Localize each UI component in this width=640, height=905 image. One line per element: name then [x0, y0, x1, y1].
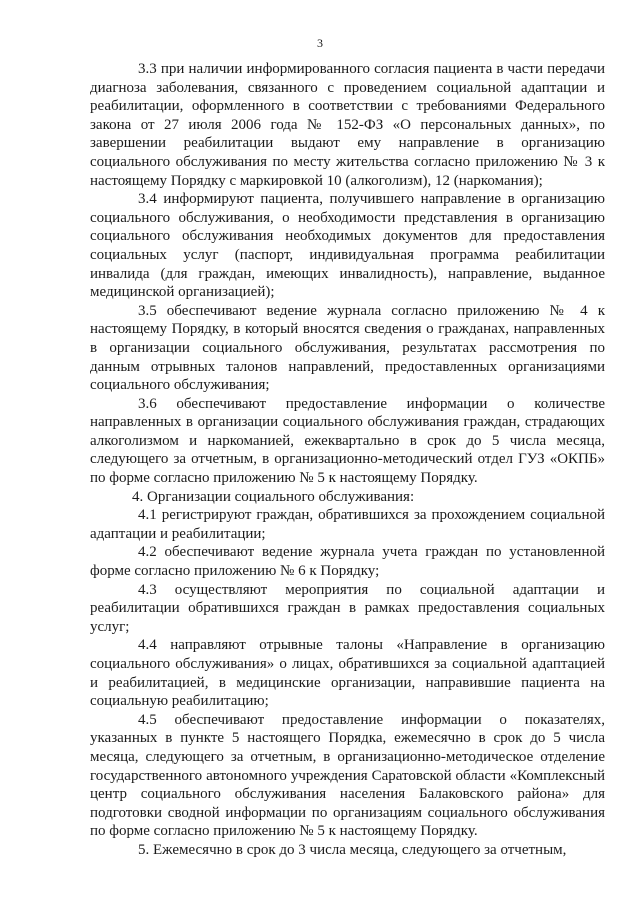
- paragraph-4-2: 4.2 обеспечивают ведение журнала учета граждан по установленной форме согласно приложению № 6 к Порядку;: [90, 544, 605, 580]
- paragraph-5: 5. Ежемесячно в срок до 3 числа месяца, следующего за отчетным,: [138, 841, 567, 858]
- paragraph-4-5: 4.5 обеспечивают предоставление информации о показателях, указанных в пункте 5 настоящего Порядка, ежемесячно в срок до 5 числа месяца, следующего за отчетным, в организационно-методическое отделение государственного автономного учреждения Саратовской области «Комплексный центр социального обслуживания населения Балаковского района» для подготовки сводной информации по организациям социального обслуживания по форме согласно приложению № 5 к настоящему Порядку.: [90, 711, 605, 840]
- paragraph-4-4: 4.4 направляют отрывные талоны «Направление в организацию социального обслуживания» о лицах, обратившихся за социальной адаптацией и реабилитацией, в медицинские организации, направившие пациента на социальную реабилитацию;: [90, 637, 605, 710]
- paragraph-3-5: 3.5 обеспечивают ведение журнала согласно приложению № 4 к настоящему Порядку, в который вносятся сведения о гражданах, направленных в организации социального обслуживания, результатах рассмотрения по данным отрывных талонов направлений, предоставленных организациями социального обслуживания;: [90, 302, 605, 394]
- page-number: 3: [317, 36, 323, 50]
- paragraph-3-3: 3.3 при наличии информированного согласия пациента в части передачи диагноза заболевания, связанного с проведением социальной адаптации и реабилитации, оформленного в соответствии с требованиями Федерального закона от 27 июля 2006 года № 152-ФЗ «О персональных данных», по завершении реабилитации выдают ему направление в организацию социального обслуживания по месту жительства согласно приложению № 3 к настоящему Порядку с маркировкой 10 (алкоголизм), 12 (наркомания);: [90, 61, 605, 189]
- paragraph-4-3: 4.3 осуществляют мероприятия по социальной адаптации и реабилитации обратившихся граждан в рамках предоставления социальных услуг;: [90, 581, 605, 635]
- document-body: [90, 60, 605, 860]
- paragraph-3-6: 3.6 обеспечивают предоставление информации о количестве направленных в организации социального обслуживания граждан, страдающих алкоголизмом и наркоманией, ежеквартально в срок до 5 числа месяца, следующего за отчетным, в организационно-методический отдел ГУЗ «ОКПБ» по форме согласно приложению № 5 к настоящему Порядку.: [90, 395, 605, 487]
- paragraph-3-4: 3.4 информируют пациента, получившего направление в организацию социального обслуживания, о необходимости представления в организацию социального обслуживания необходимых документов для предоставления социальных услуг (паспорт, индивидуальная программа реабилитации инвалида (для граждан, имеющих инвалидность), направление, выданное медицинской организацией);: [90, 191, 605, 301]
- paragraph-4-1: 4.1 регистрируют граждан, обратившихся за прохождением социальной адаптации и реабилитации;: [90, 507, 605, 542]
- section-4-heading: 4. Организации социального обслуживания:: [132, 488, 415, 505]
